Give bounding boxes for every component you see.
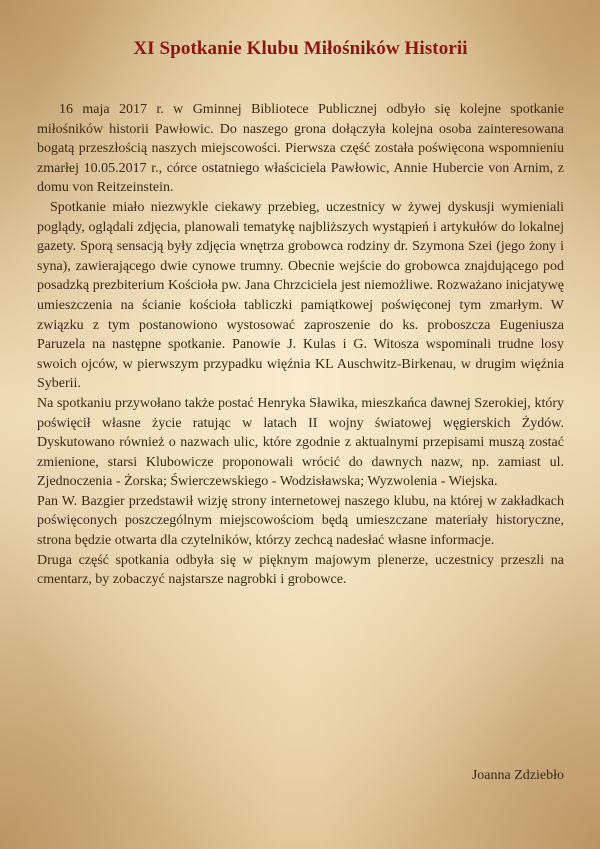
page-title: XI Spotkanie Klubu Miłośników Historii xyxy=(133,38,468,59)
paragraph-meeting: Spotkanie miało niezwykle ciekawy przebieg, uczestnicy w żywej dyskusji wymieniali poglądy, oglądali zdjęcia, planowali tematykę najbliższych wystąpień i artykułów do lokalnej gazety. Sporą sensacją były zdjęcia wnętrza grobowca rodziny dr. Szymona Szei (jego żony i syna), zawierającego dwie cynowe trumny. Obecnie wejście do grobowca znajdującego pod posadzką prezbiterium Kościoła pw. Jana Chrzciciela jest niemożliwe. Rozważano inicjatywę umieszczenia na ścianie kościoła tabliczki pamiątkowej poświęconej tym zmarłym. W związku z tym postanowiono wystosować zaproszenie do ks. proboszcza Eugeniusza Paruzela na następne spotkanie. Panowie J. Kulas i G. Witosza wspominali trudne losy swoich ojców, w pierwszym przypadku więźnia KL Auschwitz-Birkenau, w drugim więźnia Syberii. xyxy=(37,199,564,392)
paragraph-cemetery: Druga część spotkania odbyła się w pięknym majowym plenerze, uczestnicy przeszli na cmentarz, by zobaczyć najstarsze nagrobki i grobowce. xyxy=(37,552,564,588)
paragraph-slawik: Na spotkaniu przywołano także postać Henryka Sławika, mieszkańca dawnej Szerokiej, który poświęcił własne życie ratując w latach II wojny światowej węgierskich Żydów. Dyskutowano również o nazwach ulic, które zgodnie z aktualnymi przepisami muszą zostać zmienione, starsi Klubowicze proponowali wrócić do dawnych nazw, np. zamiast ul. Zjednoczenia - Żorska; Świerczewskiego - Wodzisławska; Wyzwolenia - Wiejska. xyxy=(37,395,564,490)
article-body xyxy=(37,100,564,590)
paragraph-intro: 16 maja 2017 r. w Gminnej Bibliotece Publicznej odbyło się kolejne spotkanie miłośników historii Pawłowic. Do naszego grona dołączyła kolejna osoba zainteresowana bogatą przeszłością naszych miejscowości. Pierwsza część została poświęcona wspomnieniu zmarłej 10.05.2017 r., córce ostatniego właściciela Pawłowic, Annie Hubercie von Arnim, z domu von Reitzeinstein. xyxy=(37,102,564,196)
author-signature: Joanna Zdziebło xyxy=(471,768,564,783)
paragraph-website: Pan W. Bazgier przedstawił wizję strony internetowej naszego klubu, na której w zakładkach poświęconych poszczególnym miejscowościom będą umieszczane materiały historyczne, strona będzie otwarta dla czytelników, którzy zechcą nadesłać własne informacje. xyxy=(37,493,564,549)
